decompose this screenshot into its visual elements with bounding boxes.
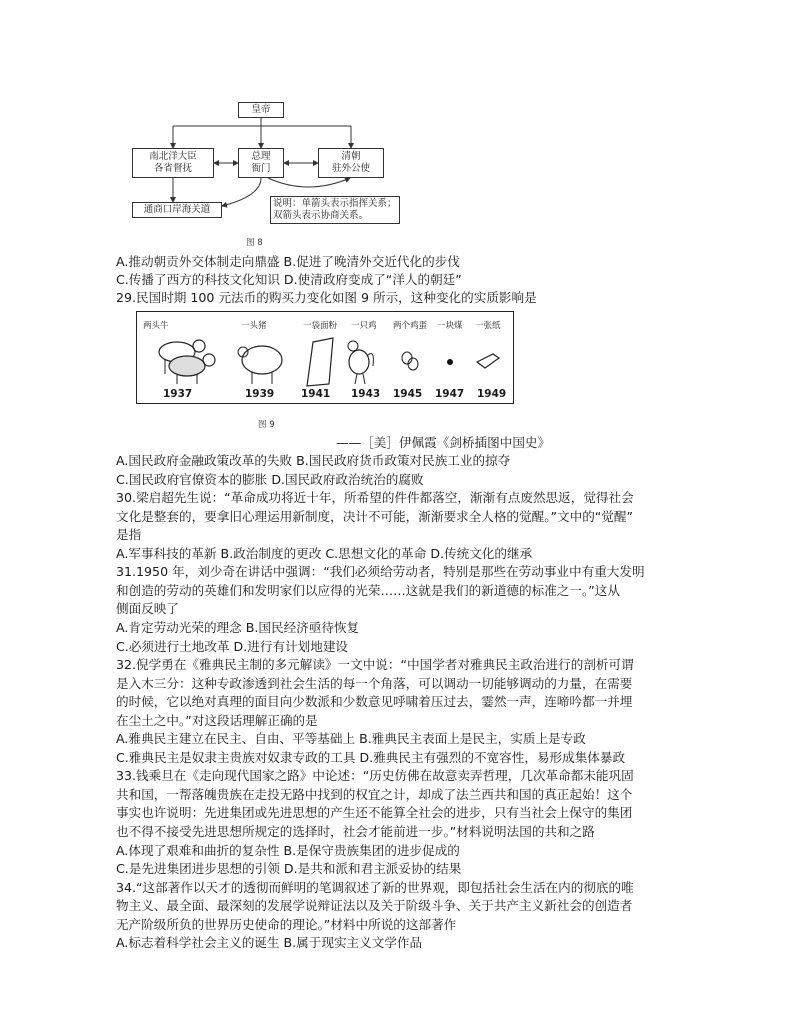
text-line: C.是先进集团进步思想的引领 D.是共和派和君主派妥协的结果	[116, 861, 462, 877]
text-line: C.必须进行土地改革 D.进行有计划地建设	[116, 638, 349, 654]
text-line: 物主义、最全面、最深刻的发展学说辩证法以及关于阶级斗争、关于共产主义新社会的创造者	[116, 898, 633, 914]
legend-note	[270, 196, 400, 224]
two-eggs-icon	[402, 352, 418, 370]
text-line: 32.倪学勇在《雅典民主制的多元解读》一文中说：“中国学者对雅典民主政治进行的剖析可谓	[116, 657, 634, 673]
text-line: C.雅典民主是奴隶主贵族对奴隶专政的工具 D.雅典民主有强烈的不宽容性，易形成集体暴政	[116, 749, 626, 765]
text-line: 侧面反映了	[116, 601, 179, 617]
year-1943: 1943	[351, 388, 381, 400]
label-paper: 一张纸	[475, 321, 501, 331]
label-pig: 一头猪	[241, 321, 267, 331]
flour-bag-icon	[307, 338, 333, 386]
year-1947: 1947	[435, 388, 465, 400]
two-oxen-icon	[159, 340, 215, 384]
text-line: 在尘土之中。”对这段话理解正确的是	[116, 712, 318, 728]
customs-label: 通商口岸海关道	[143, 204, 211, 215]
text-line: C.国民政府官僚资本的膨胀 D.国民政府政治统治的腐败	[116, 471, 424, 487]
text-line: 事实也许说明：先进集团或先进思想的产生还不能算全社会的进步，只有当社会上保守的集团	[116, 805, 633, 821]
zongli-box	[238, 148, 284, 178]
year-1939: 1939	[245, 388, 275, 400]
text-line: 无产阶级所负的世界历史使命的理论。”材料中所说的这部著作	[116, 916, 457, 932]
text-line: 的时候，它以绝对真理的面目向少数派和少数意见呼啸着压过去，霎然一声，连啼吟都一并埋	[116, 694, 633, 710]
text-line: A.军事科技的革新 B.政治制度的更改 C.思想文化的革命 D.传统文化的继承	[116, 545, 533, 561]
emperor-box	[238, 102, 284, 118]
text-line: 文化是整套的，要拿旧心理运用新制度，决计不可能，渐渐要求全人格的觉醒。”文中的“觉醒”	[116, 508, 634, 524]
legend-note-text: 说明：单箭头表示指挥关系； 双箭头表示协商关系。	[273, 198, 397, 221]
year-1945: 1945	[393, 388, 423, 400]
beiyang-label: 南北洋大臣 各省督抚	[149, 151, 197, 174]
envoy-box	[318, 148, 384, 178]
text-line: 也不得不接受先进思想所规定的选择时，社会才能前进一步。”材料说明法国的共和之路	[116, 824, 595, 839]
label-flour: 一袋面粉	[303, 321, 338, 331]
text-line: 30.梁启超先生说：“革命成功将近十年，所希望的件件都落空，渐渐有点废然思返，觉得社会	[116, 490, 634, 506]
text-line: 共和国，一帮落魄贵族在走投无路中找到的权宜之计，却成了法兰西共和国的真正起始！这个	[116, 786, 633, 802]
paper-icon	[477, 354, 499, 368]
figure-9-caption: 图 9	[258, 420, 275, 430]
year-1949: 1949	[477, 388, 507, 400]
label-eggs: 两个鸡蛋	[393, 321, 428, 331]
zongli-label: 总理 衙门	[251, 151, 271, 174]
text-line: 31.1950 年，刘少奇在讲话中强调：“我们必须给劳动者，特别是那些在劳动事业中有重大发明	[116, 564, 645, 580]
emperor-label: 皇帝	[251, 104, 271, 115]
text-line: A.标志着科学社会主义的诞生 B.属于现实主义文学作品	[116, 935, 423, 951]
text-line: A.雅典民主建立在民主、自由、平等基础上 B.雅典民主表面上是民主，实质上是专政	[116, 731, 586, 747]
figure-8-diagram	[118, 96, 418, 246]
label-coal: 一块煤	[437, 321, 463, 331]
q28-option-ab: A.推动朝贡外交体制走向鼎盛 B.促进了晚清外交近代化的步伐	[116, 254, 460, 269]
q28-option-cd: C.传播了西方的科技文化知识 D.使清政府变成了“洋人的朝廷”	[116, 272, 462, 287]
envoy-label: 清朝 驻外公使	[331, 151, 370, 174]
chicken-icon	[348, 341, 373, 384]
figure-9-source: ——［美］伊佩霞《剑桥插图中国史》	[336, 435, 551, 450]
customs-box	[132, 202, 222, 218]
text-line: 33.钱乘旦在《走向现代国家之路》中论述：“历史仿佛在故意卖弄哲理，几次革命都未能巩固	[116, 768, 634, 784]
coal-icon	[447, 359, 453, 365]
text-line: 34.“这部著作以天才的透彻而鲜明的笔调叙述了新的世界观，即包括社会生活在内的彻底的唯	[116, 879, 634, 895]
text-line: 是入木三分：这种专政渗透到社会生活的每一个角落，可以调动一切能够调动的力量，在需要	[116, 675, 633, 691]
label-two-oxen: 两头牛	[143, 321, 169, 331]
text-line: A.肯定劳动光荣的理念 B.国民经济亟待恢复	[116, 619, 360, 635]
text-line: 是指	[116, 527, 142, 543]
beiyang-box	[132, 148, 214, 178]
year-1941: 1941	[301, 388, 331, 400]
text-line: A.国民政府金融政策改革的失败 B.国民政府货币政策对民族工业的掠夺	[116, 453, 511, 468]
text-line: A.体现了艰难和曲折的复杂性 B.是保守贵族集团的进步促成的	[116, 842, 460, 858]
label-chicken: 一只鸡	[351, 321, 377, 331]
text-line: 和创造的劳动的英雄们和发明家们以应得的光荣……这就是我们的新道德的标准之一。”这从	[116, 582, 620, 598]
pig-icon	[238, 346, 282, 384]
q29-stem: 29.民国时期 100 元法币的购买力变化如图 9 所示，这种变化的实质影响是	[116, 290, 537, 305]
year-1937: 1937	[163, 388, 193, 400]
figure-8-caption: 图 8	[246, 238, 263, 248]
figure-9-purchasing-power	[136, 311, 514, 404]
